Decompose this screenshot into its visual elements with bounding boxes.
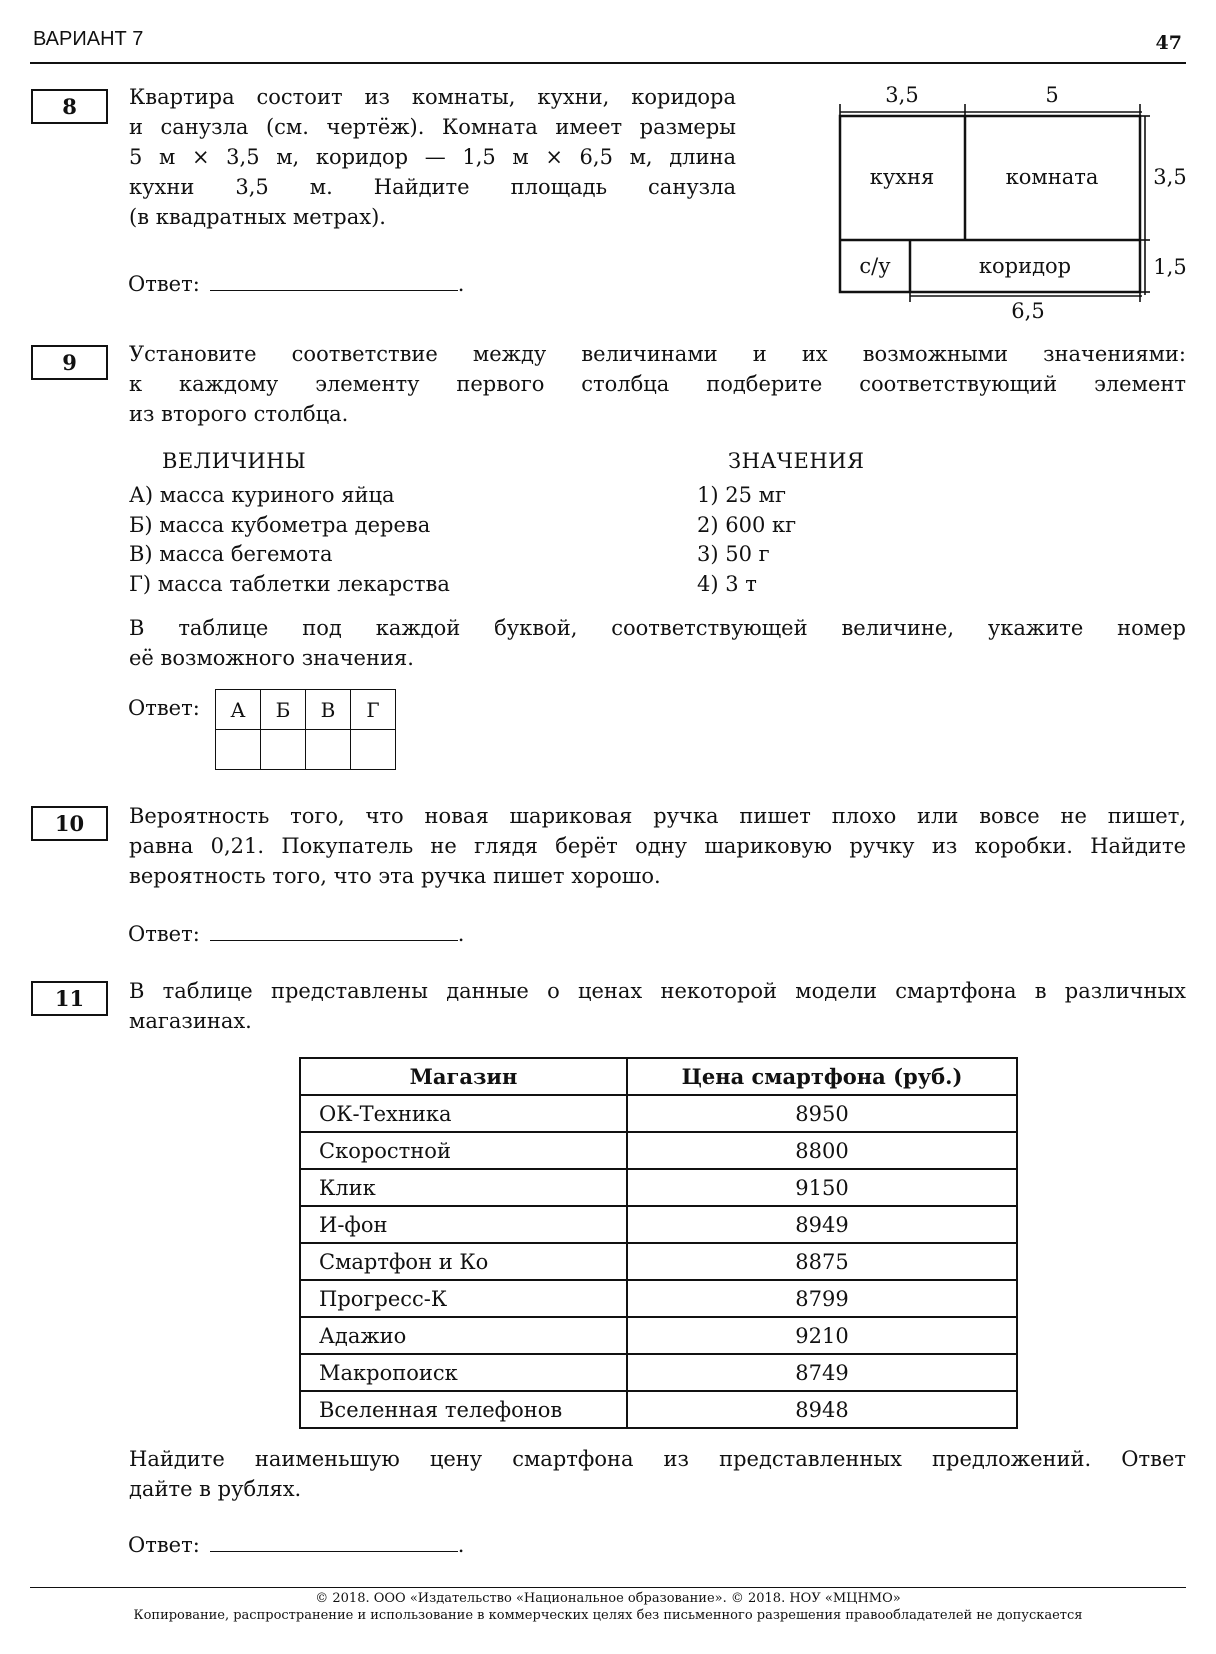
footer-notice: Копирование, распространение и использование в коммерческих целях без письменного разрешения правообладателей не допускается (133, 1608, 1083, 1623)
price-cell: 8799 (627, 1280, 1017, 1317)
values-title: ЗНАЧЕНИЯ (728, 449, 865, 473)
answer-label: Ответ: (128, 1533, 200, 1557)
task-9-instruction (129, 613, 1186, 673)
task-10-line: вероятность того, что эта ручка пишет хорошо. (129, 864, 661, 888)
task-9-line: из второго столбца. (129, 402, 349, 426)
plan-dim-top-left: 3,5 (885, 83, 919, 107)
task-11-line: В таблице представлены данные о ценах некоторой модели смартфона в различных (129, 979, 1186, 1003)
task-11-question (129, 1444, 1186, 1504)
answer-cell[interactable] (216, 730, 261, 770)
quantity-item: Г) масса таблетки лекарства (129, 571, 450, 596)
table-header-row (300, 1058, 1017, 1095)
plan-dim-right-top: 3,5 (1153, 165, 1187, 189)
task-8-line: и санузла (см. чертёж). Комната имеет размеры (129, 115, 736, 139)
task-8-line: Квартира состоит из комнаты, кухни, коридора (129, 85, 736, 109)
letter-cell: А (216, 690, 261, 730)
shop-cell: Вселенная телефонов (300, 1391, 627, 1428)
letter-cell: Г (351, 690, 396, 730)
header-shop: Магазин (300, 1058, 627, 1095)
table-row (300, 1095, 1017, 1132)
table-row (300, 1280, 1017, 1317)
letter-cell: Б (261, 690, 306, 730)
task-11-text (129, 976, 1186, 1036)
task-9-instruction-line: её возможного значения. (129, 646, 414, 670)
value-item: 3) 50 г (697, 542, 770, 566)
quantity-item: А) масса куриного яйца (129, 483, 395, 507)
shop-cell: Смартфон и Ко (300, 1243, 627, 1280)
page-number: 47 (1155, 32, 1182, 54)
task-9-answer-label: Ответ: (128, 696, 200, 720)
plan-dim-right-bottom: 1,5 (1153, 255, 1187, 279)
task-11-number: 11 (31, 981, 108, 1016)
value-item: 1) 25 мг (697, 483, 786, 507)
shop-cell: И-фон (300, 1206, 627, 1243)
task-10-answer (128, 918, 464, 946)
price-cell: 9150 (627, 1169, 1017, 1206)
task-9-text (129, 339, 1186, 429)
task-9-answer-table (215, 689, 396, 770)
task-11-answer (128, 1529, 464, 1557)
task-9-line: к каждому элементу первого столбца подберите соответствующий элемент (129, 372, 1186, 396)
answer-cell[interactable] (351, 730, 396, 770)
task-10-number: 10 (31, 806, 108, 841)
table-row (300, 1354, 1017, 1391)
task-10-text (129, 801, 1186, 891)
answer-dot: . (457, 1533, 465, 1557)
task-11-question-line: Найдите наименьшую цену смартфона из представленных предложений. Ответ (129, 1447, 1186, 1471)
shop-cell: Адажио (300, 1317, 627, 1354)
task-9-line: Установите соответствие между величинами и их возможными значениями: (129, 342, 1186, 366)
price-cell: 8875 (627, 1243, 1017, 1280)
shop-cell: Скоростной (300, 1132, 627, 1169)
shop-cell: Клик (300, 1169, 627, 1206)
footer-divider (30, 1587, 1186, 1588)
answer-line[interactable] (210, 918, 458, 941)
answer-label: Ответ: (128, 922, 200, 946)
letter-cell: В (306, 690, 351, 730)
table-row (300, 1169, 1017, 1206)
price-table (299, 1057, 1018, 1429)
task-10-line: равна 0,21. Покупатель не глядя берёт одну шариковую ручку из коробки. Найдите (129, 834, 1186, 858)
shop-cell: Макропоиск (300, 1354, 627, 1391)
quantities-list (129, 481, 450, 599)
plan-room-corridor: коридор (978, 254, 1072, 278)
task-8-answer (128, 268, 464, 296)
table-row (300, 1391, 1017, 1428)
answer-line[interactable] (210, 268, 458, 291)
task-8-text (129, 82, 736, 232)
price-cell: 8950 (627, 1095, 1017, 1132)
apartment-plan (820, 80, 1200, 330)
plan-room-kitchen: кухня (869, 165, 935, 189)
price-cell: 8800 (627, 1132, 1017, 1169)
footer-copyright: © 2018. ООО «Издательство «Национальное образование». © 2018. НОУ «МЦНМО» (315, 1591, 901, 1606)
table-row (300, 1132, 1017, 1169)
task-10-line: Вероятность того, что новая шариковая ручка пишет плохо или вовсе не пишет, (129, 804, 1186, 828)
plan-room-bath: с/у (859, 254, 891, 278)
price-cell: 8948 (627, 1391, 1017, 1428)
values-list (697, 481, 796, 599)
price-cell: 8949 (627, 1206, 1017, 1243)
task-9-instruction-line: В таблице под каждой буквой, соответствующей величине, укажите номер (129, 616, 1186, 640)
answer-line[interactable] (210, 1529, 458, 1552)
task-9-number: 9 (31, 345, 108, 380)
price-cell: 8749 (627, 1354, 1017, 1391)
value-item: 4) 3 т (697, 571, 757, 596)
plan-dim-bottom: 6,5 (1011, 299, 1045, 323)
quantity-item: В) масса бегемота (129, 542, 333, 566)
plan-room-main: комната (1005, 165, 1099, 189)
header-price: Цена смартфона (руб.) (627, 1058, 1017, 1095)
task-8-line: 5 м × 3,5 м, коридор — 1,5 м × 6,5 м, длина (129, 145, 736, 169)
variant-label: ВАРИАНТ 7 (33, 28, 144, 50)
quantity-item: Б) масса кубометра дерева (129, 512, 431, 537)
task-8-number: 8 (31, 89, 108, 124)
task-11-line: магазинах. (129, 1009, 252, 1033)
quantities-title: ВЕЛИЧИНЫ (162, 449, 307, 473)
table-row (300, 1317, 1017, 1354)
table-row (300, 1206, 1017, 1243)
answer-cell[interactable] (306, 730, 351, 770)
plan-dim-top-right: 5 (1045, 83, 1059, 107)
header-divider (30, 62, 1186, 64)
answer-dot: . (457, 272, 465, 296)
value-item: 2) 600 кг (697, 512, 797, 537)
answer-dot: . (457, 922, 465, 946)
answer-label: Ответ: (128, 272, 200, 296)
table-row (300, 1243, 1017, 1280)
task-11-question-line: дайте в рублях. (129, 1477, 302, 1501)
shop-cell: ОК-Техника (300, 1095, 627, 1132)
answer-cell[interactable] (261, 730, 306, 770)
task-8-line: (в квадратных метрах). (129, 205, 386, 229)
task-8-line: кухни 3,5 м. Найдите площадь санузла (129, 175, 736, 199)
shop-cell: Прогресс-К (300, 1280, 627, 1317)
price-cell: 9210 (627, 1317, 1017, 1354)
